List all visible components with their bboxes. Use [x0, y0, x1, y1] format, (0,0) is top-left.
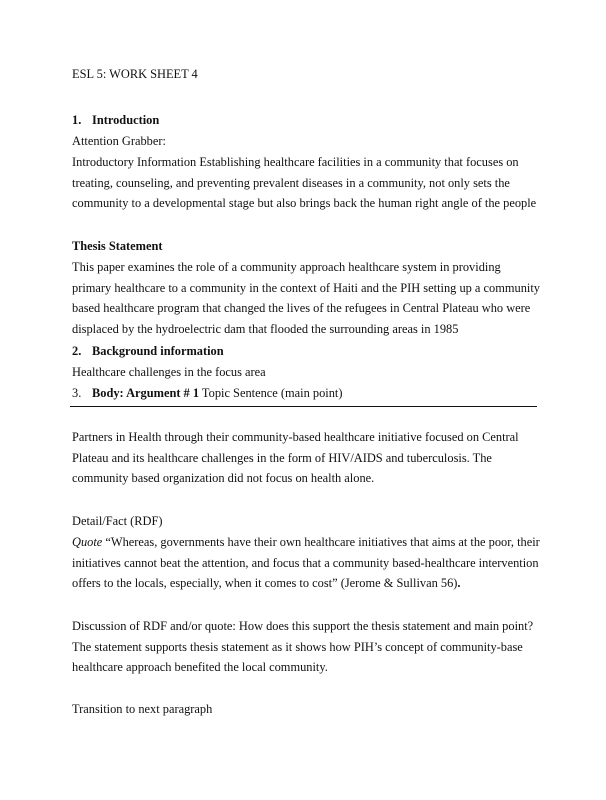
section-number: 3. [72, 386, 82, 400]
quote-paragraph [72, 532, 542, 594]
quote-text: “Whereas, governments have their own healthcare initiatives that aims at the poor, their initiatives cannot beat the attention, and focus that a community based-healthcare intervention offers to the locals, especially, when it comes to cost” (Jerome & Sullivan 56) [72, 535, 540, 590]
section-introduction-heading [72, 110, 542, 131]
quote-label: Quote [72, 535, 103, 549]
thesis-statement-paragraph: This paper examines the role of a community approach healthcare system in providing primary healthcare to a community in the context of Haiti and the PIH setting up a community based healthcare program that changed the lives of the refugees in Central Plateau who were displaced by the hydroelectric dam that flooded the surrounding areas in 1985 [72, 260, 540, 336]
worksheet-title: ESL 5: WORK SHEET 4 [72, 67, 198, 81]
section-body-heading [72, 383, 542, 404]
section-background-heading [72, 341, 542, 362]
detail-fact-label: Detail/Fact (RDF) [72, 514, 163, 528]
section-title: Body: Argument # 1 [92, 386, 200, 400]
section-number: 1. [72, 113, 82, 127]
section-title: Introduction [92, 113, 160, 127]
background-text: Healthcare challenges in the focus area [72, 365, 266, 379]
argument-paragraph: Partners in Health through their community-based healthcare initiative focused on Central Plateau and its healthcare challenges in the form of HIV/AIDS and tuberculosis. The community based organization did not focus on health alone. [72, 430, 519, 485]
discussion-paragraph: Discussion of RDF and/or quote: How does this support the thesis statement and main point? The statement supports thesis statement as it shows how PIH’s concept of community-base healthcare approach benefited the local community. [72, 619, 534, 674]
section-number: 2. [72, 344, 82, 358]
attention-grabber-label: Attention Grabber: [72, 134, 166, 148]
thesis-statement-heading: Thesis Statement [72, 239, 163, 253]
quote-end: . [457, 576, 461, 590]
transition-label: Transition to next paragraph [72, 702, 213, 716]
section-subtitle: Topic Sentence (main point) [199, 386, 343, 400]
section-title: Background information [92, 344, 224, 358]
introductory-information-paragraph: Introductory Information Establishing healthcare facilities in a community that focuses on treating, counseling, and preventing prevalent diseases in a community, not only sets the community to a developmental stage but also brings back the human right angle of the people [72, 155, 537, 210]
horizontal-divider [70, 406, 537, 407]
